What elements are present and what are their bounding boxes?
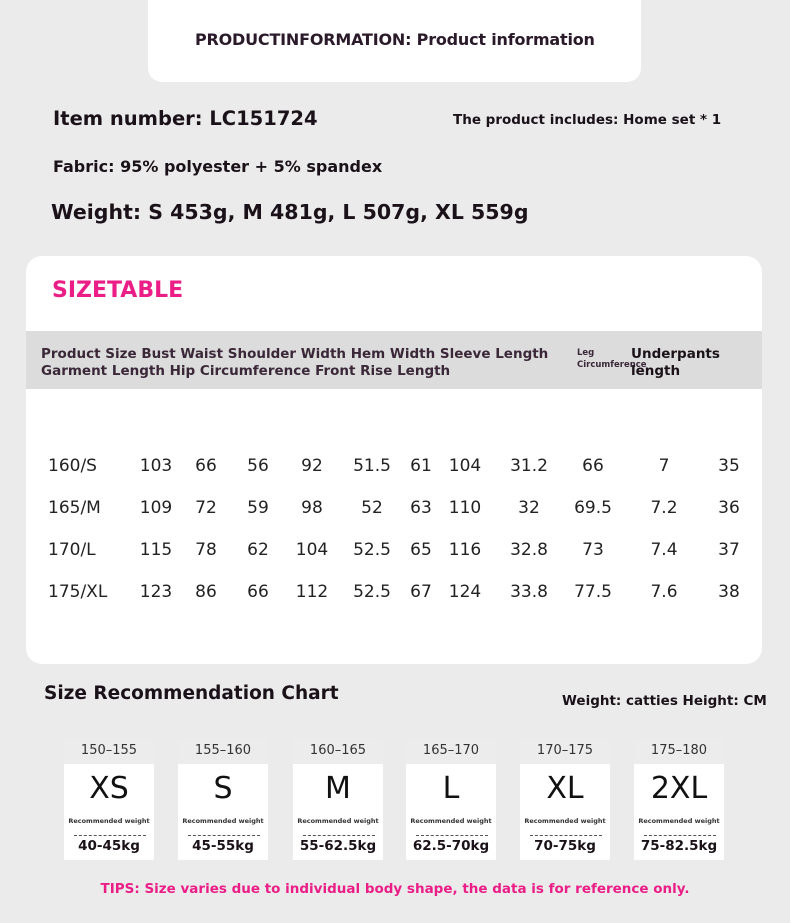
measurement-cell: 66 <box>247 582 269 602</box>
size-label-cell: 170/L <box>48 540 96 560</box>
size-label: XL <box>546 771 584 806</box>
weight-info: Weight: S 453g, M 481g, L 507g, XL 559g <box>51 200 529 224</box>
size-card-s <box>178 739 268 860</box>
size-label: XS <box>89 771 129 806</box>
recommended-weight-caption: Recommended weight <box>638 817 720 825</box>
measurement-cell: 115 <box>139 540 173 560</box>
size-table-header <box>26 331 762 389</box>
size-label-cell: 165/M <box>48 498 101 518</box>
height-range: 175–180 <box>634 739 724 764</box>
measurement-cell: 7.2 <box>650 498 678 518</box>
height-range: 165–170 <box>406 739 496 764</box>
measurement-cell: 52 <box>361 498 383 518</box>
recommended-weight-caption: Recommended weight <box>297 817 379 825</box>
table-row <box>26 540 762 570</box>
size-label: 2XL <box>650 771 708 806</box>
measurement-cell: 104 <box>448 456 482 476</box>
measurement-cell: 37 <box>718 540 740 560</box>
height-range: 170–175 <box>520 739 610 764</box>
measurement-cell: 56 <box>247 456 269 476</box>
measurement-cell: 124 <box>448 582 482 602</box>
product-includes: The product includes: Home set * 1 <box>453 112 722 128</box>
size-card-xs <box>64 739 154 860</box>
divider <box>303 835 375 836</box>
measurement-cell: 59 <box>247 498 269 518</box>
weight-range: 40-45kg <box>78 838 140 854</box>
measurement-cell: 7.6 <box>650 582 678 602</box>
size-card-xl <box>520 739 610 860</box>
measurement-cell: 31.2 <box>510 456 548 476</box>
divider <box>188 835 260 836</box>
measurement-cell: 98 <box>301 498 323 518</box>
size-table-card <box>26 256 762 664</box>
weight-range: 62.5-70kg <box>412 838 490 854</box>
recommended-weight-caption: Recommended weight <box>68 817 150 825</box>
weight-range: 75-82.5kg <box>640 838 718 854</box>
weight-range: 70-75kg <box>534 838 596 854</box>
size-label: L <box>442 771 460 806</box>
measurement-cell: 52.5 <box>353 540 391 560</box>
table-row <box>26 456 762 486</box>
table-row <box>26 498 762 528</box>
measurement-cell: 33.8 <box>510 582 548 602</box>
divider <box>644 835 716 836</box>
recommendation-title: Size Recommendation Chart <box>44 683 339 704</box>
measurement-cell: 123 <box>139 582 173 602</box>
measurement-cell: 109 <box>139 498 173 518</box>
tips-note: TIPS: Size varies due to individual body shape, the data is for reference only. <box>100 881 690 897</box>
measurement-cell: 77.5 <box>574 582 612 602</box>
measurement-cell: 51.5 <box>353 456 391 476</box>
measurement-cell: 86 <box>195 582 217 602</box>
measurement-cell: 36 <box>718 498 740 518</box>
divider <box>74 835 146 836</box>
height-range: 155–160 <box>178 739 268 764</box>
measurement-cell: 92 <box>301 456 323 476</box>
measurement-cell: 112 <box>295 582 329 602</box>
divider <box>416 835 488 836</box>
height-range: 160–165 <box>293 739 383 764</box>
measurement-cell: 32 <box>518 498 540 518</box>
recommended-weight-caption: Recommended weight <box>182 817 264 825</box>
measurement-cell: 63 <box>410 498 432 518</box>
measurement-cell: 104 <box>295 540 329 560</box>
size-label: M <box>325 771 351 806</box>
size-card-2xl <box>634 739 724 860</box>
size-card-l <box>406 739 496 860</box>
measurement-cell: 52.5 <box>353 582 391 602</box>
product-info-title: PRODUCTINFORMATION: Product information <box>195 30 595 49</box>
measurement-cell: 103 <box>139 456 173 476</box>
recommendation-units: Weight: catties Height: CM <box>562 693 767 709</box>
size-table-header-underpants: Underpants length <box>631 346 720 379</box>
measurement-cell: 38 <box>718 582 740 602</box>
measurement-cell: 7.4 <box>650 540 678 560</box>
size-card-m <box>293 739 383 860</box>
header-leg-line2: Circumference <box>577 360 647 370</box>
product-info-card <box>148 0 641 82</box>
item-number: Item number: LC151724 <box>53 107 318 130</box>
fabric-composition: Fabric: 95% polyester + 5% spandex <box>53 157 383 176</box>
size-table-header-columns: Product Size Bust Waist Shoulder Width Hem Width Sleeve Length Garment Length Hip Circumference Front Rise Length <box>41 346 549 379</box>
measurement-cell: 73 <box>582 540 604 560</box>
measurement-cell: 72 <box>195 498 217 518</box>
height-range: 150–155 <box>64 739 154 764</box>
weight-range: 45-55kg <box>192 838 254 854</box>
header-leg-line1: Leg <box>577 348 595 358</box>
measurement-cell: 62 <box>247 540 269 560</box>
measurement-cell: 69.5 <box>574 498 612 518</box>
measurement-cell: 67 <box>410 582 432 602</box>
weight-range: 55-62.5kg <box>299 838 377 854</box>
size-label: S <box>213 771 233 806</box>
recommended-weight-caption: Recommended weight <box>524 817 606 825</box>
size-label-cell: 160/S <box>48 456 97 476</box>
measurement-cell: 65 <box>410 540 432 560</box>
table-row <box>26 582 762 612</box>
measurement-cell: 66 <box>195 456 217 476</box>
size-table-title: SIZETABLE <box>52 278 184 303</box>
recommended-weight-caption: Recommended weight <box>410 817 492 825</box>
divider <box>530 835 602 836</box>
measurement-cell: 78 <box>195 540 217 560</box>
measurement-cell: 110 <box>448 498 482 518</box>
measurement-cell: 66 <box>582 456 604 476</box>
measurement-cell: 32.8 <box>510 540 548 560</box>
measurement-cell: 35 <box>718 456 740 476</box>
measurement-cell: 116 <box>448 540 482 560</box>
size-label-cell: 175/XL <box>48 582 108 602</box>
measurement-cell: 61 <box>410 456 432 476</box>
measurement-cell: 7 <box>658 456 670 476</box>
